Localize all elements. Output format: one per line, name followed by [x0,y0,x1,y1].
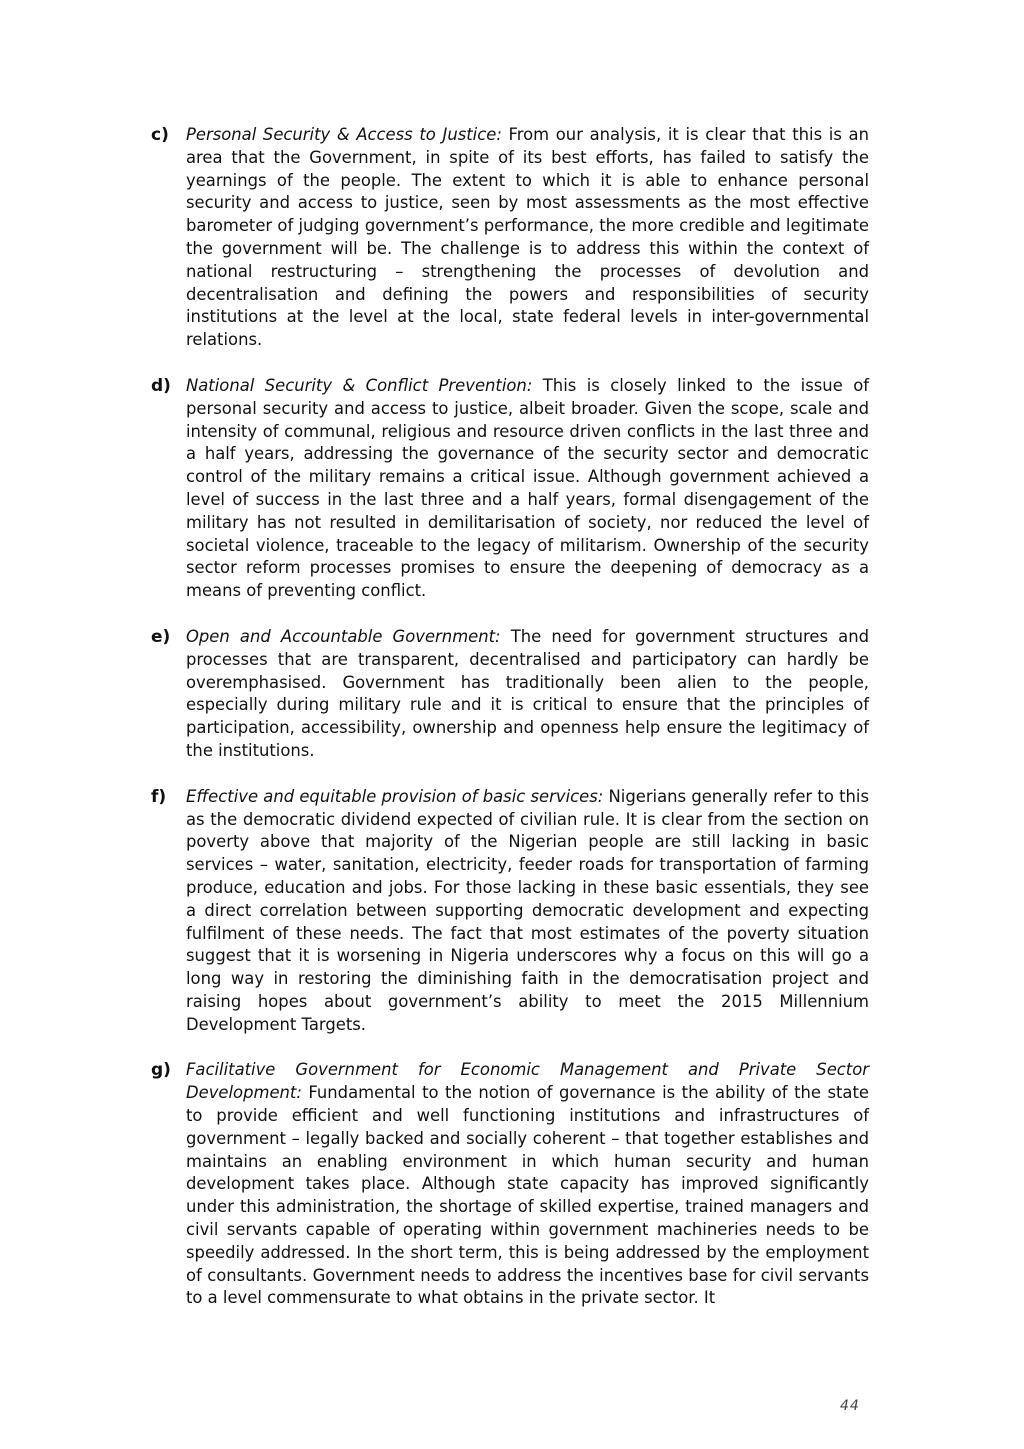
paragraph-text [186,375,869,603]
list-item-f [151,786,869,1037]
paragraph-lead: Open and Accountable Government: [186,626,501,646]
paragraph-text [186,1059,869,1310]
paragraph-lead: Effective and equitable provision of basic services: [186,786,604,806]
paragraph-body: The need for government structures and processes that are transparent, decentralised and participatory can hardly be overemphasised. Government has traditionally been alien to the people, especially during military rule and it is critical to ensure that the principles of participation, accessibility, ownership and openness help ensure the legitimacy of the institutions. [186,626,869,760]
document-body [151,124,869,1333]
paragraph-text [186,626,869,763]
list-marker: f) [151,786,167,807]
list-marker: d) [151,375,171,396]
paragraph-text [186,786,869,1037]
paragraph-lead: Personal Security & Access to Justice: [186,125,502,144]
list-item-d [151,375,869,603]
paragraph-lead: Facilitative Government for Economic Management and Private Sector Development: [186,1060,869,1103]
list-marker: e) [151,626,171,647]
paragraph-body: Nigerians generally refer to this as the democratic dividend expected of civilian rule. It is clear from the section on poverty above that majority of the Nigerian people are still lacking in basic services – water, sanitation, electricity, feeder roads for transportation of farming produce, education and jobs. For those lacking in these basic essentials, they see a direct correlation between supporting democratic development and expecting fulfilment of these needs. The fact that most estimates of the poverty situation suggest that it is worsening in Nigeria underscores why a focus on this will go a long way in restoring the diminishing faith in the democratisation project and raising hopes about government’s ability to meet the 2015 Millennium Development Targets. [186,786,869,1034]
list-marker: g) [151,1060,171,1081]
list-item-e [151,626,869,763]
paragraph-body: Fundamental to the notion of governance is the ability of the state to provide efficient and well functioning institutions and infrastructures of government – legally backed and socially coherent – that together establishes and maintains an enabling environment in which human security and human development takes place. Although state capacity has improved significantly under this administration, the shortage of skilled expertise, trained managers and civil servants capable of operating within government machineries needs to be speedily addressed. In the short term, this is being addressed by the employment of consultants. Government needs to address the incentives base for civil servants to a level commensurate to what obtains in the private sector. It [186,1083,869,1308]
list-item-c [151,124,869,352]
list-item-g [151,1059,869,1310]
paragraph-body: From our analysis, it is clear that this is an area that the Government, in spite of its best efforts, has failed to satisfy the yearnings of the people. The extent to which it is able to enhance personal security and access to justice, seen by most assessments as the most effective barometer of judging government’s performance, the more credible and legitimate the government will be. The challenge is to address this within the context of national restructuring – strengthening the processes of devolution and decentralisation and defining the powers and responsibilities of security institutions at the level at the local, state federal levels in inter-governmental relations. [186,125,869,350]
list-marker: c) [151,125,169,145]
paragraph-body: This is closely linked to the issue of personal security and access to justice, albeit broader. Given the scope, scale and intensity of communal, religious and resource driven conflicts in the last three and a half years, addressing the governance of the security sector and democratic control of the military remains a critical issue. Although government achieved a level of success in the last three and a half years, formal disengagement of the military has not resulted in demilitarisation of society, nor reduced the level of societal violence, traceable to the legacy of militarism. Ownership of the security sector reform processes promises to ensure the deepening of democracy as a means of preventing conflict. [186,375,870,601]
paragraph-lead: National Security & Conflict Prevention: [186,375,533,395]
paragraph-text [186,124,869,352]
page-number: 44 [840,1398,860,1414]
